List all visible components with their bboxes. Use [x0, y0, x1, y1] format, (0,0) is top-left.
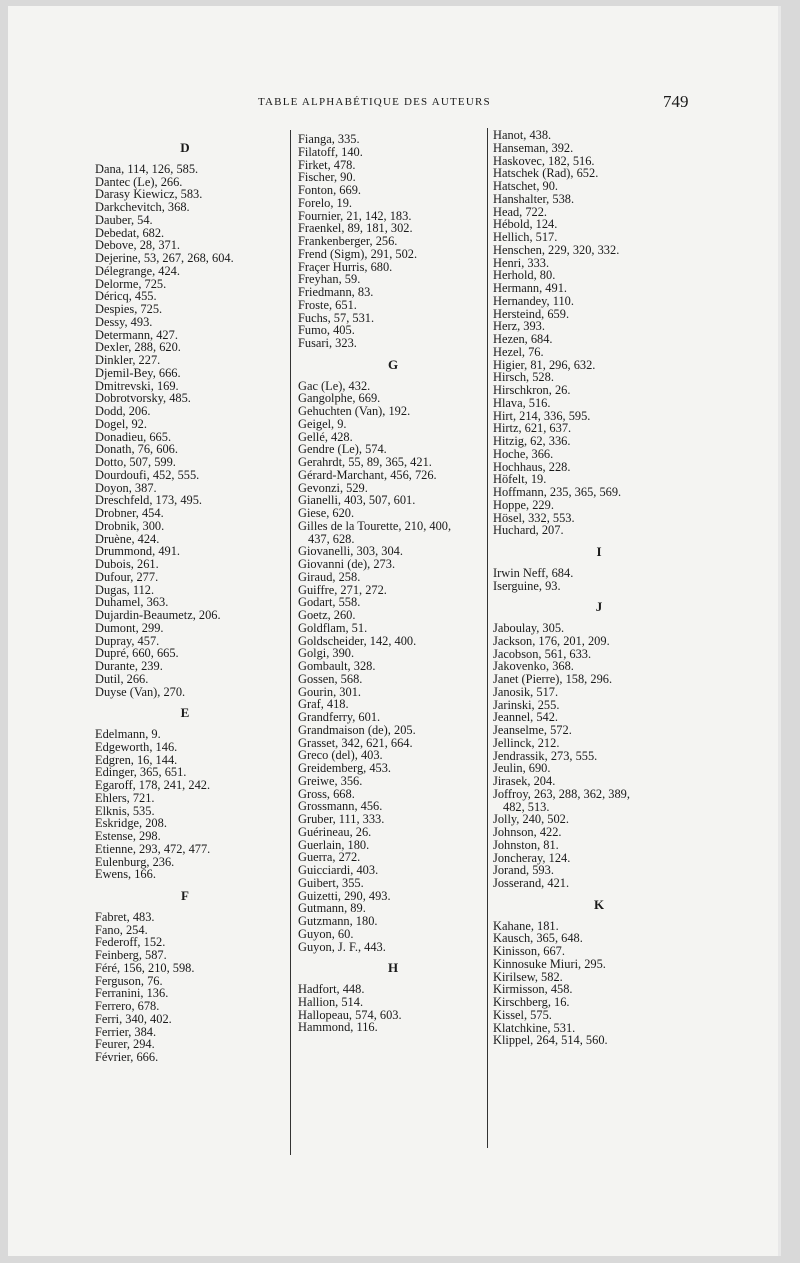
- author-index-entry: Determann, 427.: [95, 327, 178, 342]
- author-index-entry: Hezel, 76.: [493, 344, 544, 359]
- author-index-entry: Goetz, 260.: [298, 608, 356, 622]
- author-index-entry: Dessy, 493.: [95, 314, 153, 329]
- author-index-entry: Grandferry, 601.: [298, 710, 381, 724]
- author-index-entry: Jendrassik, 273, 555.: [493, 748, 598, 763]
- author-index-entry: Haskovec, 182, 516.: [493, 153, 595, 168]
- author-index-entry: Fournier, 21, 142, 183.: [298, 208, 412, 223]
- author-index-entry: Huchard, 207.: [493, 523, 564, 538]
- author-index-entry: Josserand, 421.: [493, 876, 570, 890]
- author-index-entry: Gevonzi, 529.: [298, 480, 368, 495]
- author-index-entry: Fano, 254.: [95, 922, 148, 937]
- author-index-entry: Dubois, 261.: [95, 557, 159, 571]
- author-index-entry: Jolly, 240, 502.: [493, 812, 569, 827]
- author-index-entry: Hirtz, 621, 637.: [493, 421, 572, 436]
- author-index-entry: Gilles de la Tourette, 210, 400,: [298, 518, 452, 533]
- author-index-entry: Dexler, 288, 620.: [95, 340, 181, 355]
- author-index-entry: Irwin Neff, 684.: [493, 565, 574, 580]
- author-index-entry: Forelo, 19.: [298, 195, 353, 210]
- author-index-entry: Hanseman, 392.: [493, 140, 574, 155]
- author-index-entry: Eulenburg, 236.: [95, 854, 175, 869]
- author-index-entry: Guicciardi, 403.: [298, 863, 379, 877]
- author-index-entry: Fraenkel, 89, 181, 302.: [298, 221, 413, 236]
- author-index-entry: Etienne, 293, 472, 477.: [95, 841, 211, 856]
- author-index-entry: Dreschfeld, 173, 495.: [95, 493, 203, 508]
- author-index-entry: Jeanselme, 572.: [493, 723, 572, 737]
- author-index-entry: Ehlers, 721.: [95, 790, 155, 805]
- author-index-entry: Fraçer Hurris, 680.: [298, 259, 393, 274]
- author-index-entry: Fonton, 669.: [298, 183, 361, 197]
- author-index-entry: Dumont, 299.: [95, 620, 164, 635]
- author-index-entry: Délegrange, 424.: [95, 263, 180, 278]
- author-index-entry: Firket, 478.: [298, 157, 356, 172]
- author-index-entry: Gérard-Marchant, 456, 726.: [298, 467, 437, 482]
- author-index-entry: Hlava, 516.: [493, 395, 551, 410]
- author-index-entry: Höfelt, 19.: [493, 472, 547, 487]
- author-index-entry: Kirschberg, 16.: [493, 995, 570, 1009]
- author-index-entry: Dogel, 92.: [95, 416, 147, 431]
- author-index-entry: Kirmisson, 458.: [493, 982, 573, 997]
- author-index-entry: Hitzig, 62, 336.: [493, 434, 571, 448]
- author-index-entry: Jirasek, 204.: [493, 774, 556, 788]
- author-index-entry: Grasset, 342, 621, 664.: [298, 735, 413, 750]
- author-index-entry: Février, 666.: [95, 1050, 159, 1064]
- author-index-entry: Dupray, 457.: [95, 633, 160, 648]
- author-index-entry: 437, 628.: [308, 531, 355, 546]
- author-index-entry: Jorand, 593.: [493, 863, 554, 878]
- author-index-entry: Hatschek (Rad), 652.: [493, 166, 599, 181]
- author-index-entry: Hernandey, 110.: [493, 293, 574, 308]
- author-index-entry: Gehuchten (Van), 192.: [298, 404, 411, 418]
- author-index-entry: Klatchkine, 531.: [493, 1020, 576, 1035]
- author-index-entry: Hallopeau, 574, 603.: [298, 1007, 402, 1022]
- author-index-entry: Darkchevitch, 368.: [95, 200, 190, 214]
- author-index-entry: Drobner, 454.: [95, 506, 164, 520]
- author-index-entry: Jarinski, 255.: [493, 697, 560, 712]
- author-index-entry: Kirilsew, 582.: [493, 969, 563, 984]
- author-index-entry: Head, 722.: [493, 204, 548, 219]
- author-index-entry: Ewens, 166.: [95, 867, 156, 882]
- author-index-entry: Fianga, 335.: [298, 132, 360, 146]
- author-index-entry: Gombault, 328.: [298, 659, 376, 673]
- author-index-entry: Goldflam, 51.: [298, 620, 368, 635]
- author-index-entry: Frankenberger, 256.: [298, 234, 398, 248]
- author-index-entry: Filatoff, 140.: [298, 144, 363, 159]
- author-index-entry: Déricq, 455.: [95, 289, 157, 304]
- author-index-entry: Fusari, 323.: [298, 336, 357, 350]
- author-index-entry: Dana, 114, 126, 585.: [95, 161, 199, 176]
- author-index-entry: Janet (Pierre), 158, 296.: [493, 672, 613, 686]
- section-letter-heading: E: [180, 705, 190, 721]
- author-index-entry: Guiffre, 271, 272.: [298, 582, 387, 597]
- author-index-entry: Egaroff, 178, 241, 242.: [95, 778, 211, 792]
- author-index-entry: Giovanelli, 303, 304.: [298, 544, 403, 559]
- author-index-entry: Doyon, 387.: [95, 480, 157, 495]
- author-index-entry: Hochhaus, 228.: [493, 459, 571, 474]
- author-index-entry: Dutil, 266.: [95, 671, 149, 686]
- author-index-entry: Hirsch, 528.: [493, 370, 554, 385]
- author-index-entry: Ferrier, 384.: [95, 1024, 157, 1039]
- section-letter-heading: I: [596, 544, 602, 559]
- author-index-entry: Golgi, 390.: [298, 646, 355, 661]
- author-index-entry: Dinkler, 227.: [95, 353, 161, 367]
- author-index-entry: Gruber, 111, 333.: [298, 812, 385, 826]
- author-index-entry: Greco (del), 403.: [298, 748, 383, 763]
- author-index-entry: Gangolphe, 669.: [298, 391, 381, 406]
- author-index-entry: Frend (Sigm), 291, 502.: [298, 246, 418, 261]
- author-index-entry: Guyon, J. F., 443.: [298, 939, 386, 954]
- author-index-entry: Jeannel, 542.: [493, 710, 559, 725]
- author-index-entry: Gianelli, 403, 507, 601.: [298, 493, 416, 508]
- author-index-entry: Grossmann, 456.: [298, 799, 383, 814]
- author-index-entry: Gellé, 428.: [298, 429, 353, 444]
- author-index-entry: Despies, 725.: [95, 302, 163, 316]
- section-letter-heading: J: [595, 599, 603, 615]
- author-index-entry: Joffroy, 263, 288, 362, 389,: [493, 786, 630, 801]
- section-letter-heading: F: [181, 888, 189, 903]
- author-index-entry: Jacobson, 561, 633.: [493, 646, 592, 661]
- author-index-entry: Kahane, 181.: [493, 918, 559, 933]
- author-index-entry: Hatschet, 90.: [493, 179, 559, 193]
- author-index-entry: Durante, 239.: [95, 659, 163, 673]
- author-index-entry: Donath, 76, 606.: [95, 442, 178, 457]
- author-index-entry: Gerahrdt, 55, 89, 365, 421.: [298, 455, 432, 469]
- author-index-entry: Giovanni (de), 273.: [298, 557, 396, 571]
- author-index-entry: Djemil-Bey, 666.: [95, 365, 181, 380]
- author-index-entry: Iserguine, 93.: [493, 578, 561, 593]
- author-index-entry: Edinger, 365, 651.: [95, 765, 187, 780]
- author-index-entry: Hösel, 332, 553.: [493, 510, 575, 525]
- author-index-entry: Kinisson, 667.: [493, 944, 565, 958]
- index-column-1: [95, 133, 275, 1064]
- author-index-entry: Ferguson, 76.: [95, 973, 163, 988]
- index-column-2: [298, 133, 488, 1034]
- index-column-3: [493, 129, 705, 1047]
- author-index-entry: Duyse (Van), 270.: [95, 684, 186, 699]
- author-index-entry: Hirt, 214, 336, 595.: [493, 408, 591, 423]
- author-index-entry: Duhamel, 363.: [95, 595, 169, 610]
- author-index-entry: Edgren, 16, 144.: [95, 752, 178, 767]
- author-index-entry: Estense, 298.: [95, 829, 161, 843]
- author-index-entry: Friedmann, 83.: [298, 285, 374, 299]
- author-index-entry: Giese, 620.: [298, 506, 355, 520]
- author-index-entry: Johnson, 422.: [493, 825, 562, 839]
- author-index-entry: Geigel, 9.: [298, 416, 347, 431]
- author-index-entry: Hallion, 514.: [298, 994, 364, 1009]
- author-index-entry: Drobnik, 300.: [95, 518, 165, 533]
- author-index-entry: Gutmann, 89.: [298, 901, 366, 916]
- author-index-entry: Jellinck, 212.: [493, 735, 560, 750]
- author-index-entry: Dantec (Le), 266.: [95, 174, 183, 189]
- author-index-entry: Fumo, 405.: [298, 323, 355, 338]
- author-index-entry: Dotto, 507, 599.: [95, 455, 176, 469]
- author-index-entry: Hanshalter, 538.: [493, 191, 575, 206]
- author-index-entry: Guerra, 272.: [298, 850, 361, 865]
- author-index-entry: Dmitrevski, 169.: [95, 378, 179, 393]
- author-index-entry: Janosik, 517.: [493, 684, 559, 699]
- author-index-entry: Gossen, 568.: [298, 671, 363, 686]
- author-index-entry: Ferri, 340, 402.: [95, 1011, 172, 1026]
- author-index-entry: Hammond, 116.: [298, 1020, 378, 1035]
- author-index-entry: Hoppe, 229.: [493, 497, 554, 512]
- author-index-entry: Guerlain, 180.: [298, 837, 370, 852]
- author-index-entry: Joncheray, 124.: [493, 850, 571, 865]
- author-index-entry: Hellich, 517.: [493, 230, 558, 244]
- author-index-entry: Dauber, 54.: [95, 212, 153, 227]
- author-index-entry: Dujardin-Beaumetz, 206.: [95, 608, 221, 622]
- author-index-entry: Herz, 393.: [493, 319, 545, 334]
- author-index-entry: Johnston, 81.: [493, 837, 559, 852]
- author-index-entry: Ferrero, 678.: [95, 999, 160, 1013]
- author-index-entry: Dupré, 660, 665.: [95, 646, 179, 661]
- author-index-entry: Dourdoufi, 452, 555.: [95, 467, 200, 482]
- author-index-entry: Edelmann, 9.: [95, 727, 161, 741]
- author-index-entry: Jakovenko, 368.: [493, 659, 574, 674]
- author-index-entry: Gross, 668.: [298, 786, 355, 801]
- author-index-entry: Hezen, 684.: [493, 332, 553, 346]
- section-letter-heading: D: [180, 140, 190, 155]
- author-index-entry: Darasy Kiewicz, 583.: [95, 187, 203, 202]
- author-index-entry: Gutzmann, 180.: [298, 914, 378, 928]
- author-index-entry: Ferranini, 136.: [95, 986, 169, 1001]
- author-index-entry: Freyhan, 59.: [298, 272, 361, 287]
- author-index-entry: Henri, 333.: [493, 255, 550, 270]
- author-index-entry: Goldscheider, 142, 400.: [298, 633, 417, 648]
- author-index-entry: Graf, 418.: [298, 697, 349, 712]
- author-index-entry: Feinberg, 587.: [95, 948, 167, 962]
- author-index-entry: Klippel, 264, 514, 560.: [493, 1033, 608, 1048]
- author-index-entry: Jackson, 176, 201, 209.: [493, 633, 610, 648]
- author-index-entry: Fabret, 483.: [95, 909, 155, 924]
- author-index-entry: Fuchs, 57, 531.: [298, 310, 375, 325]
- author-index-entry: Donadieu, 665.: [95, 429, 172, 444]
- author-index-entry: Hadfort, 448.: [298, 982, 365, 996]
- author-index-entry: Hanot, 438.: [493, 128, 552, 142]
- author-index-entry: Henschen, 229, 320, 332.: [493, 242, 620, 257]
- author-index-entry: Debove, 28, 371.: [95, 238, 180, 253]
- author-index-entry: Drummond, 491.: [95, 544, 181, 559]
- author-index-entry: 482, 513.: [503, 799, 550, 814]
- author-index-entry: Delorme, 725.: [95, 276, 167, 291]
- author-index-entry: Hébold, 124.: [493, 217, 558, 232]
- author-index-entry: Guibert, 355.: [298, 875, 364, 890]
- author-index-entry: Higier, 81, 296, 632.: [493, 357, 596, 372]
- section-letter-heading: H: [387, 960, 399, 976]
- author-index-entry: Druène, 424.: [95, 531, 160, 546]
- author-index-entry: Froste, 651.: [298, 297, 357, 312]
- author-index-entry: Féré, 156, 210, 598.: [95, 960, 195, 975]
- author-index-entry: Herhold, 80.: [493, 268, 556, 283]
- author-index-entry: Guérineau, 26.: [298, 824, 372, 839]
- author-index-entry: Hermann, 491.: [493, 281, 567, 295]
- author-index-entry: Kinnosuke Miuri, 295.: [493, 956, 606, 971]
- author-index-entry: Greidemberg, 453.: [298, 761, 392, 775]
- author-index-entry: Dejerine, 53, 267, 268, 604.: [95, 251, 234, 265]
- author-index-entry: Dugas, 112.: [95, 582, 155, 597]
- author-index-entry: Gourin, 301.: [298, 684, 361, 699]
- section-letter-heading: G: [387, 356, 399, 372]
- author-index-entry: Guyon, 60.: [298, 926, 354, 941]
- running-header: TABLE ALPHABÉTIQUE DES AUTEURS: [258, 96, 491, 108]
- author-index-entry: Dobrotvorsky, 485.: [95, 391, 191, 406]
- author-index-entry: Hoffmann, 235, 365, 569.: [493, 485, 622, 499]
- author-index-entry: Gendre (Le), 574.: [298, 442, 387, 457]
- author-index-entry: Gac (Le), 432.: [298, 378, 371, 393]
- author-index-entry: Edgeworth, 146.: [95, 739, 178, 754]
- column-rule-1: [290, 130, 291, 1155]
- author-index-entry: Guizetti, 290, 493.: [298, 888, 391, 903]
- author-index-entry: Dodd, 206.: [95, 404, 151, 418]
- author-index-entry: Kausch, 365, 648.: [493, 931, 583, 946]
- author-index-entry: Jaboulay, 305.: [493, 621, 565, 635]
- author-index-entry: Feurer, 294.: [95, 1037, 155, 1052]
- author-index-entry: Elknis, 535.: [95, 803, 155, 818]
- author-index-entry: Eskridge, 208.: [95, 816, 167, 831]
- section-letter-heading: K: [593, 896, 605, 912]
- author-index-entry: Greiwe, 356.: [298, 773, 363, 788]
- author-index-entry: Hersteind, 659.: [493, 306, 570, 321]
- author-index-entry: Debedat, 682.: [95, 225, 165, 240]
- author-index-entry: Fischer, 90.: [298, 170, 356, 185]
- author-index-entry: Hirschkron, 26.: [493, 383, 571, 397]
- author-index-entry: Hoche, 366.: [493, 446, 554, 461]
- author-index-entry: Dufour, 277.: [95, 569, 159, 584]
- author-index-entry: Giraud, 258.: [298, 569, 361, 584]
- author-index-entry: Jeulin, 690.: [493, 761, 551, 776]
- author-index-entry: Grandmaison (de), 205.: [298, 722, 416, 737]
- author-index-entry: Kissel, 575.: [493, 1007, 552, 1022]
- author-index-entry: Federoff, 152.: [95, 935, 166, 950]
- author-index-entry: Godart, 558.: [298, 595, 361, 610]
- page-number: 749: [663, 92, 689, 111]
